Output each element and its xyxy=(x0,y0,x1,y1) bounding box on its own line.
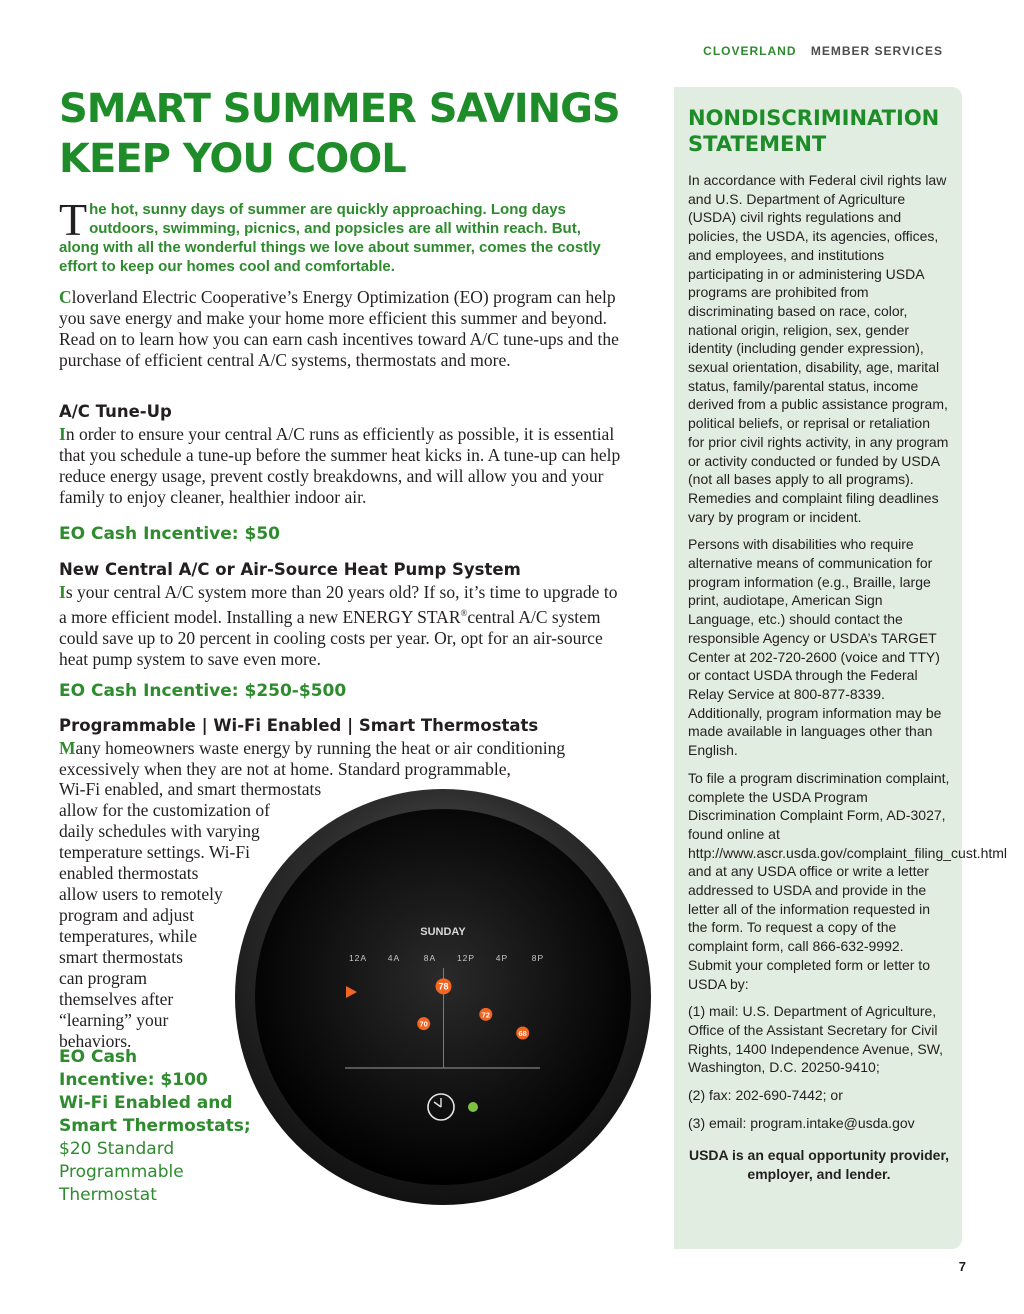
incentive-line: EO Cash xyxy=(59,1047,138,1067)
heading-thermostats: Programmable | Wi-Fi Enabled | Smart Thermostats xyxy=(59,716,539,735)
hour-label: 8P xyxy=(531,953,545,963)
setpoint-label: 72 xyxy=(481,1010,490,1020)
text-line: enabled thermostats xyxy=(59,863,199,883)
paragraph-cap: I xyxy=(59,424,66,444)
hour-label: 8A xyxy=(423,953,437,963)
article-title xyxy=(59,84,659,184)
intro-paragraph xyxy=(59,194,615,276)
setpoint-label: 70 xyxy=(419,1019,428,1029)
paragraph-thermostats-a xyxy=(59,738,629,780)
text-line: themselves after xyxy=(59,989,174,1009)
incentive-line: Wi-Fi Enabled and xyxy=(59,1093,233,1113)
page-number: 7 xyxy=(958,1259,966,1274)
intro-text: he hot, sunny days of summer are quickly approaching. Long days outdoors, swimming, picnics, and popsicles are all within reach. But, along with all the wonderful things we love about summer, comes the costly effort to keep our homes cool and comfortable. xyxy=(59,201,601,275)
paragraph-text-b: central A/C system could save up to 20 percent in cooling costs per year. Or, opt for an air-source heat pump system to save even more. xyxy=(59,606,603,669)
sidebar-title: NONDISCRIMINATION STATEMENT xyxy=(688,106,940,156)
status-leaf-icon xyxy=(468,1102,478,1112)
text-line: allow for the customization of xyxy=(59,800,270,820)
incentive-line: Programmable xyxy=(59,1162,184,1182)
hour-label: 12P xyxy=(456,953,476,963)
paragraph-central-ac xyxy=(59,582,629,670)
sidebar-paragraph: Persons with disabilities who require alternative means of communication for program information (e.g., Braille, large print, audiotape, American Sign Language, etc.) should contact the responsible Agency or USDA’s TARGET Center at 202-720-2600 (voice and TTY) or contact USDA through the Federal Relay Service at 800-877-8339. Additionally, program information may be made available in languages other than English. xyxy=(688,536,942,759)
paragraph-text: n order to ensure your central A/C runs as efficiently as possible, it is essential that you schedule a tune-up before the summer heat kicks in. A tune-up can help reduce energy usage, prevent costly breakdowns, and will allow you and your family to enjoy cleaner, healthier indoor air. xyxy=(59,424,621,507)
paragraph-eo-program xyxy=(59,287,629,371)
sidebar-paragraph: To file a program discrimination complaint, complete the USDA Program Discrimination Complaint Form, AD-3027, found online at http://www.ascr.usda.gov/complaint_filing_cust.html and at any USDA office or write a letter addressed to USDA and provide in the letter all of the information requested in the form. To request a copy of the complaint form, call 866-632-9992. Submit your completed form or letter to USDA by: xyxy=(688,769,1008,992)
paragraph-cap: C xyxy=(59,287,72,307)
paragraph-text: loverland Electric Cooperative’s Energy Optimization (EO) program can help you save energy and make your home more efficient this summer and beyond. Read on to learn how you can earn cash incentives toward A/C tune-ups and the purchase of efficient central A/C systems, thermostats and more. xyxy=(59,287,619,370)
hour-label: 4A xyxy=(387,953,401,963)
paragraph-cap: M xyxy=(59,738,76,758)
text-line: Wi-Fi enabled, and smart thermostats xyxy=(59,779,322,799)
text-line: allow users to remotely xyxy=(59,884,223,904)
paragraph-text-a: s your central A/C system more than 20 years old? If so, it’s time to upgrade to a more efficient model. Installing a new ENERGY STAR xyxy=(59,582,618,627)
text-line: “learning” your xyxy=(59,1010,169,1030)
smart-thermostat-image xyxy=(233,787,653,1207)
paragraph-tune-up xyxy=(59,424,629,508)
paragraph-cap: I xyxy=(59,582,66,602)
header-brand: CLOVERLAND xyxy=(703,44,797,58)
text-line: program and adjust xyxy=(59,905,195,925)
nondiscrimination-sidebar xyxy=(674,87,1008,1249)
setpoint-label: 68 xyxy=(518,1029,527,1038)
text-line: temperatures, while xyxy=(59,926,198,946)
registered-mark: ® xyxy=(460,608,468,618)
heading-ac-tune-up: A/C Tune-Up xyxy=(59,402,172,421)
setpoint-marker xyxy=(479,1008,492,1021)
sidebar-paragraph: (2) fax: 202-690-7442; or xyxy=(688,1087,843,1104)
paragraph-text: any homeowners waste energy by running the heat or air conditioning excessively when they are not at home. Standard programmable, xyxy=(59,738,566,779)
setpoint-marker xyxy=(417,1017,430,1030)
header-section: MEMBER SERVICES xyxy=(810,44,943,58)
thermostat-day: SUNDAY xyxy=(420,926,466,938)
incentive-tune-up: EO Cash Incentive: $50 xyxy=(59,524,280,544)
sidebar-paragraph: (3) email: program.intake@usda.gov xyxy=(688,1114,915,1131)
text-line: can program xyxy=(59,968,147,988)
text-line: temperature settings. Wi-Fi xyxy=(59,842,250,862)
text-line: daily schedules with varying xyxy=(59,821,260,841)
hour-label: 4P xyxy=(495,953,509,963)
setpoint-marker xyxy=(436,978,452,994)
page-header xyxy=(700,44,943,58)
sidebar-paragraph: In accordance with Federal civil rights law and U.S. Department of Agriculture (USDA) civil rights regulations and policies, the USDA, its agencies, offices, and employees, and institutions participating in or administering USDA programs are prohibited from discriminating based on race, color, national origin, religion, sex, gender identity (including gender expression), sexual orientation, disability, age, marital status, family/parental status, income derived from a public assistance program, political beliefs, or reprisal or retaliation for prior civil rights activity, in any program or activity conducted or funded by USDA (not all bases apply to all programs). Remedies and complaint filing deadlines vary by program or incident. xyxy=(688,172,949,525)
setpoint-marker xyxy=(516,1027,529,1040)
sidebar-paragraph: (1) mail: U.S. Department of Agriculture, Office of the Assistant Secretary for Civil Rights, 1400 Independence Avenue, SW, Washington, D.C. 20250-9410; xyxy=(688,1003,944,1076)
heading-central-ac: New Central A/C or Air-Source Heat Pump System xyxy=(59,560,521,579)
title-line-2: KEEP YOU COOL xyxy=(59,136,406,182)
incentive-central-ac: EO Cash Incentive: $250-$500 xyxy=(59,681,347,701)
incentive-line: $20 Standard xyxy=(59,1139,175,1159)
setpoint-label: 78 xyxy=(438,981,449,992)
incentive-line: Smart Thermostats; xyxy=(59,1116,251,1136)
text-line: behaviors. xyxy=(59,1031,132,1051)
incentive-line: Incentive: $100 xyxy=(59,1070,208,1090)
text-line: smart thermostats xyxy=(59,947,183,967)
intro-dropcap: T xyxy=(59,194,88,245)
incentive-thermostats xyxy=(59,1046,259,1207)
title-line-1: SMART SUMMER SAVINGS xyxy=(59,86,620,132)
incentive-line: Thermostat xyxy=(59,1185,157,1205)
hour-label: 12A xyxy=(348,953,368,963)
sidebar-closing: USDA is an equal opportunity provider, employer, and lender. xyxy=(688,1147,950,1183)
